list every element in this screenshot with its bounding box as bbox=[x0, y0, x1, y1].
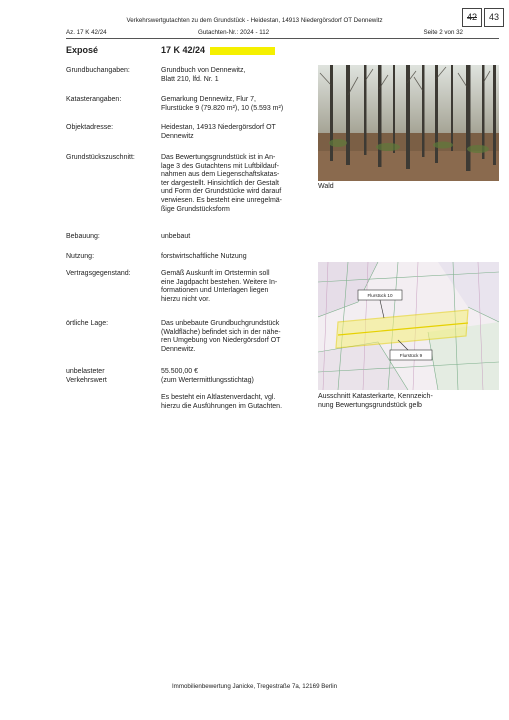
text-line: Dennewitz bbox=[161, 132, 194, 140]
value-grundbuch bbox=[161, 67, 308, 84]
expose-title: Exposé bbox=[66, 45, 99, 55]
page-number-crossed: 42 bbox=[466, 12, 477, 22]
label-nutzung: Nutzung: bbox=[66, 253, 95, 260]
text-line: hierzu die Ausführungen im Gutachten. bbox=[161, 402, 283, 410]
label-bebauung: Bebauung: bbox=[66, 233, 100, 240]
text-line: ter dargestellt. Hinsichtlich der Gestalt bbox=[161, 179, 279, 187]
text-line: Das unbebaute Grundbuchgrundstück bbox=[161, 320, 280, 327]
map-caption bbox=[318, 393, 499, 410]
text-line: formationen und Unterlagen liegen bbox=[161, 287, 269, 295]
text-line: Das Bewertungsgrundstück ist in An- bbox=[161, 154, 276, 161]
label-kataster: Katasterangaben: bbox=[66, 96, 122, 103]
text-line: ßige Grundstücksform bbox=[161, 205, 230, 213]
text-line: Grundbuch von Dennewitz, bbox=[161, 67, 246, 74]
value-bebauung bbox=[161, 233, 308, 242]
forest-photo bbox=[318, 65, 499, 181]
case-number: 17 K 42/24 bbox=[161, 45, 206, 55]
text-line: hierzu nicht vor. bbox=[161, 295, 211, 303]
text-line: 55.500,00 € bbox=[161, 368, 198, 375]
label-verkehrswert: unbelasteter Verkehrswert bbox=[66, 368, 107, 384]
text-line: forstwirtschaftliche Nutzung bbox=[161, 253, 247, 260]
case-number-highlight bbox=[210, 47, 275, 55]
page-number-box bbox=[484, 8, 504, 27]
text-line: (zum Wertermittlungsstichtag) bbox=[161, 376, 254, 384]
page-number-box bbox=[462, 8, 482, 27]
header-rule bbox=[66, 38, 499, 39]
value-objektadresse bbox=[161, 124, 308, 141]
az-number: Az. 17 K 42/24 bbox=[66, 29, 107, 36]
map-label-flurstueck-9: Flurstück 9 bbox=[399, 353, 423, 359]
value-kataster bbox=[161, 96, 313, 113]
text-line: Flurstücke 9 (79.820 m²), 10 (5.593 m²) bbox=[161, 104, 284, 112]
text-line: (Waldfläche) befindet sich in der nähe- bbox=[161, 328, 281, 336]
text-line: Dennewitz. bbox=[161, 345, 196, 353]
value-verkehrswert bbox=[161, 368, 308, 385]
label-grundstueckszuschnitt: Grundstückszuschnitt: bbox=[66, 154, 135, 161]
label-oertliche-lage: örtliche Lage: bbox=[66, 320, 109, 327]
photo-caption: Wald bbox=[318, 183, 334, 190]
text-line: eine Jagdpacht bestehen. Weitere In- bbox=[161, 278, 278, 286]
text-line: Ausschnitt Katasterkarte, Kennzeich- bbox=[318, 393, 433, 400]
text-line: lage 3 des Gutachtens mit Luftbildauf- bbox=[161, 162, 279, 170]
page-number: 43 bbox=[488, 12, 499, 22]
cadastral-map bbox=[318, 262, 499, 390]
label-grundbuch: Grundbuchangaben: bbox=[66, 67, 130, 74]
text-line: ren Umgebung von Niedergörsdorf OT bbox=[161, 337, 281, 345]
meta-line bbox=[66, 29, 463, 37]
map-label-flurstueck-10: Flurstück 10 bbox=[367, 293, 393, 299]
text-line: verwiesen. Es besteht eine unregelmä- bbox=[161, 196, 283, 204]
label-vertragsgegenstand: Vertragsgegenstand: bbox=[66, 270, 131, 277]
value-grundstueckszuschnitt bbox=[161, 154, 308, 214]
text-line: Es besteht ein Altlastenverdacht, vgl. bbox=[161, 394, 276, 401]
text-line: nung Bewertungsgrundstück gelb bbox=[318, 401, 422, 409]
text-line: unbebaut bbox=[161, 233, 191, 240]
text-line: Gemarkung Dennewitz, Flur 7, bbox=[161, 96, 256, 103]
page-of: Seite 2 von 32 bbox=[423, 29, 463, 36]
value-vertragsgegenstand bbox=[161, 270, 308, 304]
text-line: und Form der Grundstücke wird darauf bbox=[161, 188, 282, 196]
note-altlasten bbox=[161, 394, 308, 411]
text-line: nahmen aus dem Liegenschaftskatas- bbox=[161, 171, 280, 179]
value-oertliche-lage bbox=[161, 320, 308, 354]
text-line: Heidestan, 14913 Niedergörsdorf OT bbox=[161, 124, 276, 131]
text-line: Gemäß Auskunft im Ortstermin soll bbox=[161, 270, 270, 277]
running-title: Verkehrswertgutachten zu dem Grundstück - Heidestan, 14913 Niedergörsdorf OT Dennewitz bbox=[126, 17, 383, 24]
footer: Immobilienbewertung Janicke, Tregestraße 7a, 12169 Berlin bbox=[171, 683, 338, 690]
value-nutzung bbox=[161, 253, 308, 262]
text-line: Blatt 210, lfd. Nr. 1 bbox=[161, 75, 219, 83]
label-objektadresse: Objektadresse: bbox=[66, 124, 114, 131]
gutachten-number: Gutachten-Nr.: 2024 - 112 bbox=[198, 29, 270, 36]
